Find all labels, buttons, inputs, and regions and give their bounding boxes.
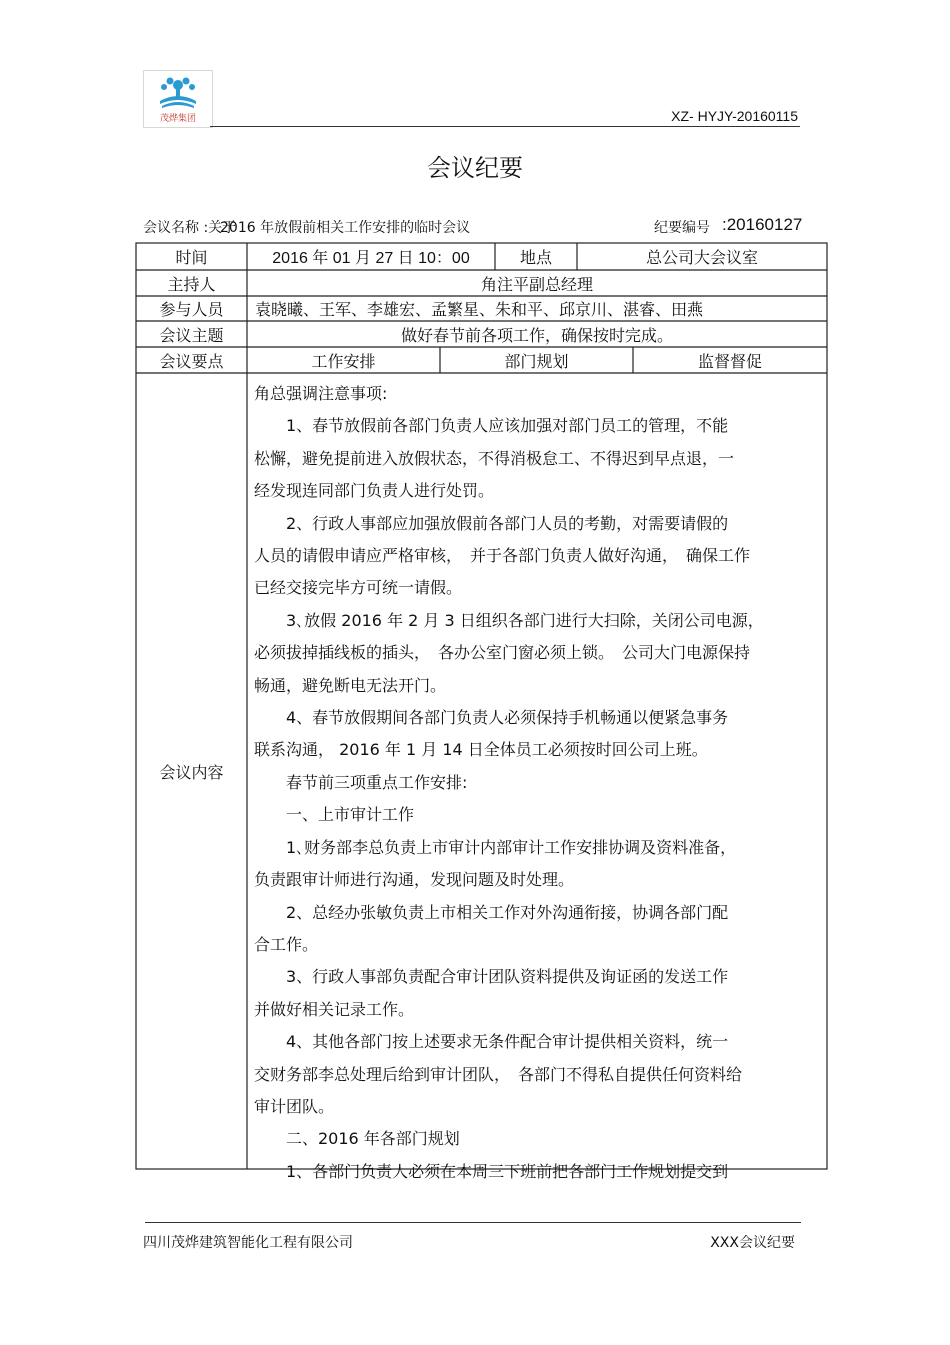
meeting-name-value: 2016 年放假前相关工作安排的临时会议 (220, 220, 471, 236)
content-line: 1､财务部李总负责上市审计内部审计工作安排协调及资料准备， (286, 837, 737, 857)
topic-label: 会议主题 (159, 325, 224, 345)
content-line: 1、春节放假前各部门负责人应该加强对部门员工的管理，不能 (286, 416, 729, 436)
content-line: 4、其他各部门按上述要求无条件配合审计提供相关资料，统一 (286, 1032, 729, 1052)
content-line: 合工作。 (254, 934, 319, 954)
footer-company: 四川茂烨建筑智能化工程有限公司 (143, 1235, 353, 1251)
content-line: 必须拔掉插线板的插头， 各办公室门窗必须上锁。 公司大门电源保持 (254, 643, 751, 663)
content-line: 交财务部李总处理后给到审计团队， 各部门不得私自提供任何资料给 (254, 1064, 743, 1084)
content-label: 会议内容 (159, 762, 224, 782)
content-line: 已经交接完毕方可统一请假。 (254, 578, 463, 598)
content-line: 1、各部门负责人必须在本周三下班前把各部门工作规划提交到 (286, 1161, 729, 1181)
content-line: 2、总经办张敏负责上市相关工作对外沟通衔接，协调各部门配 (286, 902, 729, 922)
minutes-number-label: 纪要编号 (654, 220, 710, 236)
footer-doc: XXX会议纪要 (710, 1235, 795, 1251)
meeting-content (254, 378, 818, 1188)
content-line: 春节前三项重点工作安排: (286, 772, 468, 792)
content-line: 松懈，避免提前进入放假状态，不得消极怠工、不得迟到早点退，一 (254, 448, 735, 468)
point-supervision: 监督督促 (697, 351, 762, 371)
time-label: 时间 (175, 248, 208, 267)
content-line: 3、行政人事部负责配合审计团队资料提供及询证函的发送工作 (286, 967, 729, 987)
content-line: 人员的请假申请应严格审核， 并于各部门负责人做好沟通， 确保工作 (254, 546, 751, 566)
point-dept-planning: 部门规划 (504, 351, 569, 371)
meeting-name-label: 会议名称 :关于 (143, 220, 237, 236)
content-line: 一、上市审计工作 (286, 805, 415, 825)
attendees-value: 袁晓曦、王军、李雄宏、孟繁星、朱和平、邱京川、湛睿、田燕 (255, 300, 704, 319)
place-value: 总公司大会议室 (645, 248, 758, 267)
host-label: 主持人 (167, 274, 216, 294)
page-title: 会议纪要 (427, 154, 523, 182)
content-line: 并做好相关记录工作。 (254, 999, 415, 1019)
attendees-label: 参与人员 (159, 300, 224, 319)
content-line: 角总强调注意事项: (254, 384, 388, 403)
point-work-arrangement: 工作安排 (311, 351, 376, 371)
place-label: 地点 (519, 248, 552, 267)
content-line: 负责跟审计师进行沟通，发现问题及时处理。 (254, 870, 575, 890)
host-value: 角注平副总经理 (480, 274, 593, 294)
time-value: 2016 年 01 月 27 日 10：00 (272, 250, 470, 267)
footer-divider (145, 1222, 801, 1223)
content-line: 4、春节放假期间各部门负责人必须保持手机畅通以便紧急事务 (286, 708, 729, 728)
doc-number: XZ- HYJY-20160115 (671, 108, 798, 124)
content-line: 畅通，避免断电无法开门。 (254, 675, 447, 695)
logo-text: 茂烨集团 (159, 114, 197, 124)
content-line: 审计团队。 (254, 1096, 335, 1116)
content-line: 3､放假 2016 年 2 月 3 日组织各部门进行大扫除，关闭公司电源， (286, 610, 764, 630)
content-line: 联系沟通， 2016 年 1 月 14 日全体员工必须按时回公司上班。 (254, 740, 708, 760)
minutes-number-value: :20160127 (722, 215, 803, 234)
points-label: 会议要点 (159, 351, 224, 371)
content-line: 2、行政人事部应加强放假前各部门人员的考勤，对需要请假的 (286, 513, 729, 533)
content-line: 经发现连同部门负责人进行处罚。 (254, 481, 495, 501)
topic-value: 做好春节前各项工作，确保按时完成。 (400, 325, 673, 345)
content-line: 二、2016 年各部门规划 (286, 1129, 460, 1149)
